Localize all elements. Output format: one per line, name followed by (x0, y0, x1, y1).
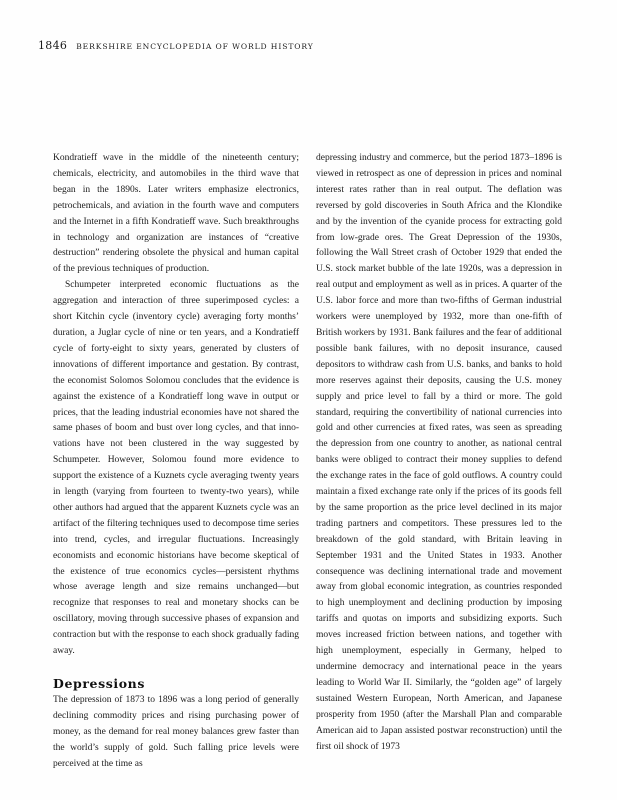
page-number: 1846 (38, 39, 68, 52)
right-column (316, 151, 562, 755)
section-heading: Depressions (53, 676, 145, 691)
left-column (53, 151, 299, 773)
body-paragraph: The depression of 1873 to 1896 was a long period of generally declining commodity prices and rising purchasing power of money, as the demand for real money balances grew faster than the world’s supply of gold. Such falling price levels were perceived at the time as (53, 695, 299, 769)
body-paragraph: Kondratieff wave in the middle of the nineteenth century; chemicals, electricity, and automobiles in the third wave that began in the 1890s. Later writers emphasize electronics, petrochemicals, and aviation in the fourth wave and computers and the Internet in a fifth Kondratieff wave. Such breakthroughs in technology and organization are instances of “creative destruction” rendering obsolete the physical and human capital of the previous techniques of production. (53, 153, 299, 275)
running-header (38, 36, 314, 54)
running-title: BERKSHIRE ENCYCLOPEDIA OF WORLD HISTORY (76, 42, 314, 51)
body-paragraph: Schumpeter interpreted economic fluctuations as the aggregation and interaction of three superimposed cycles: a short Kitchin cycle (inventory cycle) averaging forty months’ duration, a Juglar cycle of nine or ten years, and a Kondratieff cycle of forty-eight to sixty years, generated by clusters of innovations of different importance and gestation. By contrast, the economist Solomos Solomou concludes that the evidence is against the existence of a Kondratieff long wave in output or prices, that the leading industrial economies have not shared the same phases of boom and bust over long cycles, and that innovations have not been clustered in the way suggested by Schumpeter. However, Solomou found more evidence to support the existence of a Kuznets cycle averaging twenty years in length (varying from fourteen to twenty-two years), while other authors had argued that the apparent Kuznets cycle was an artifact of the filtering techniques used to decompose time series into trend, cycles, and irregular fluctuations. Increasingly economists and economic historians have become skeptical of the existence of true economics cycles—persistent rhythms whose average length and size remains unchanged—but recognize that responses to real and monetary shocks can be oscillatory, moving through successive phases of expansion and contraction but with the response to each shock gradually fading away. (53, 280, 299, 657)
body-paragraph: depressing industry and commerce, but the period 1873–1896 is viewed in retrospect as one of depression in prices and nominal interest rates rather than in real output. The deflation was reversed by gold discoveries in South Africa and the Klondike and by the invention of the cyanide process for extracting gold from low-grade ores. The Great Depression of the 1930s, following the Wall Street crash of October 1929 that ended the U.S. stock market bubble of the late 1920s, was a depression in real output and employment as well as in prices. A quarter of the U.S. labor force and more than two-fifths of German industrial workers were unemployed by 1932, more than one-fifth of British workers by 1931. Bank failures and the fear of additional possible bank failures, with no deposit insurance, caused depositors to withdraw cash from U.S. banks, and banks to hold more reserves against their deposits, causing the U.S. money supply and price level to fall by a third or more. The gold standard, requiring the convertibility of national currencies into gold and other currencies at fixed rates, was seen as spreading the depression from one country to another, as national central banks were obliged to contract their money supplies to defend the exchange rates in the face of gold outflows. A country could maintain a fixed exchange rate only if the prices of its goods fell by the same proportion as the price level declined in its major trading partners and competitors. These pressures led to the breakdown of the gold standard, with Britain leaving in September 1931 and the United States in 1933. Another consequence was declining international trade and movement away from global economic integration, as countries responded to high unemployment and declining production by imposing tariffs and quotas on imports and subsidizing exports. Such moves increased friction between nations, and together with high unemployment, especially in Germany, helped to undermine democracy and international peace in the years leading to World War II. Similarly, the “golden age” of largely sustained Western European, North American, and Japanese prosperity from 1950 (after the Marshall Plan and comparable American aid to Japan assisted postwar reconstruction) until the first oil shock of 1973 (316, 153, 562, 752)
